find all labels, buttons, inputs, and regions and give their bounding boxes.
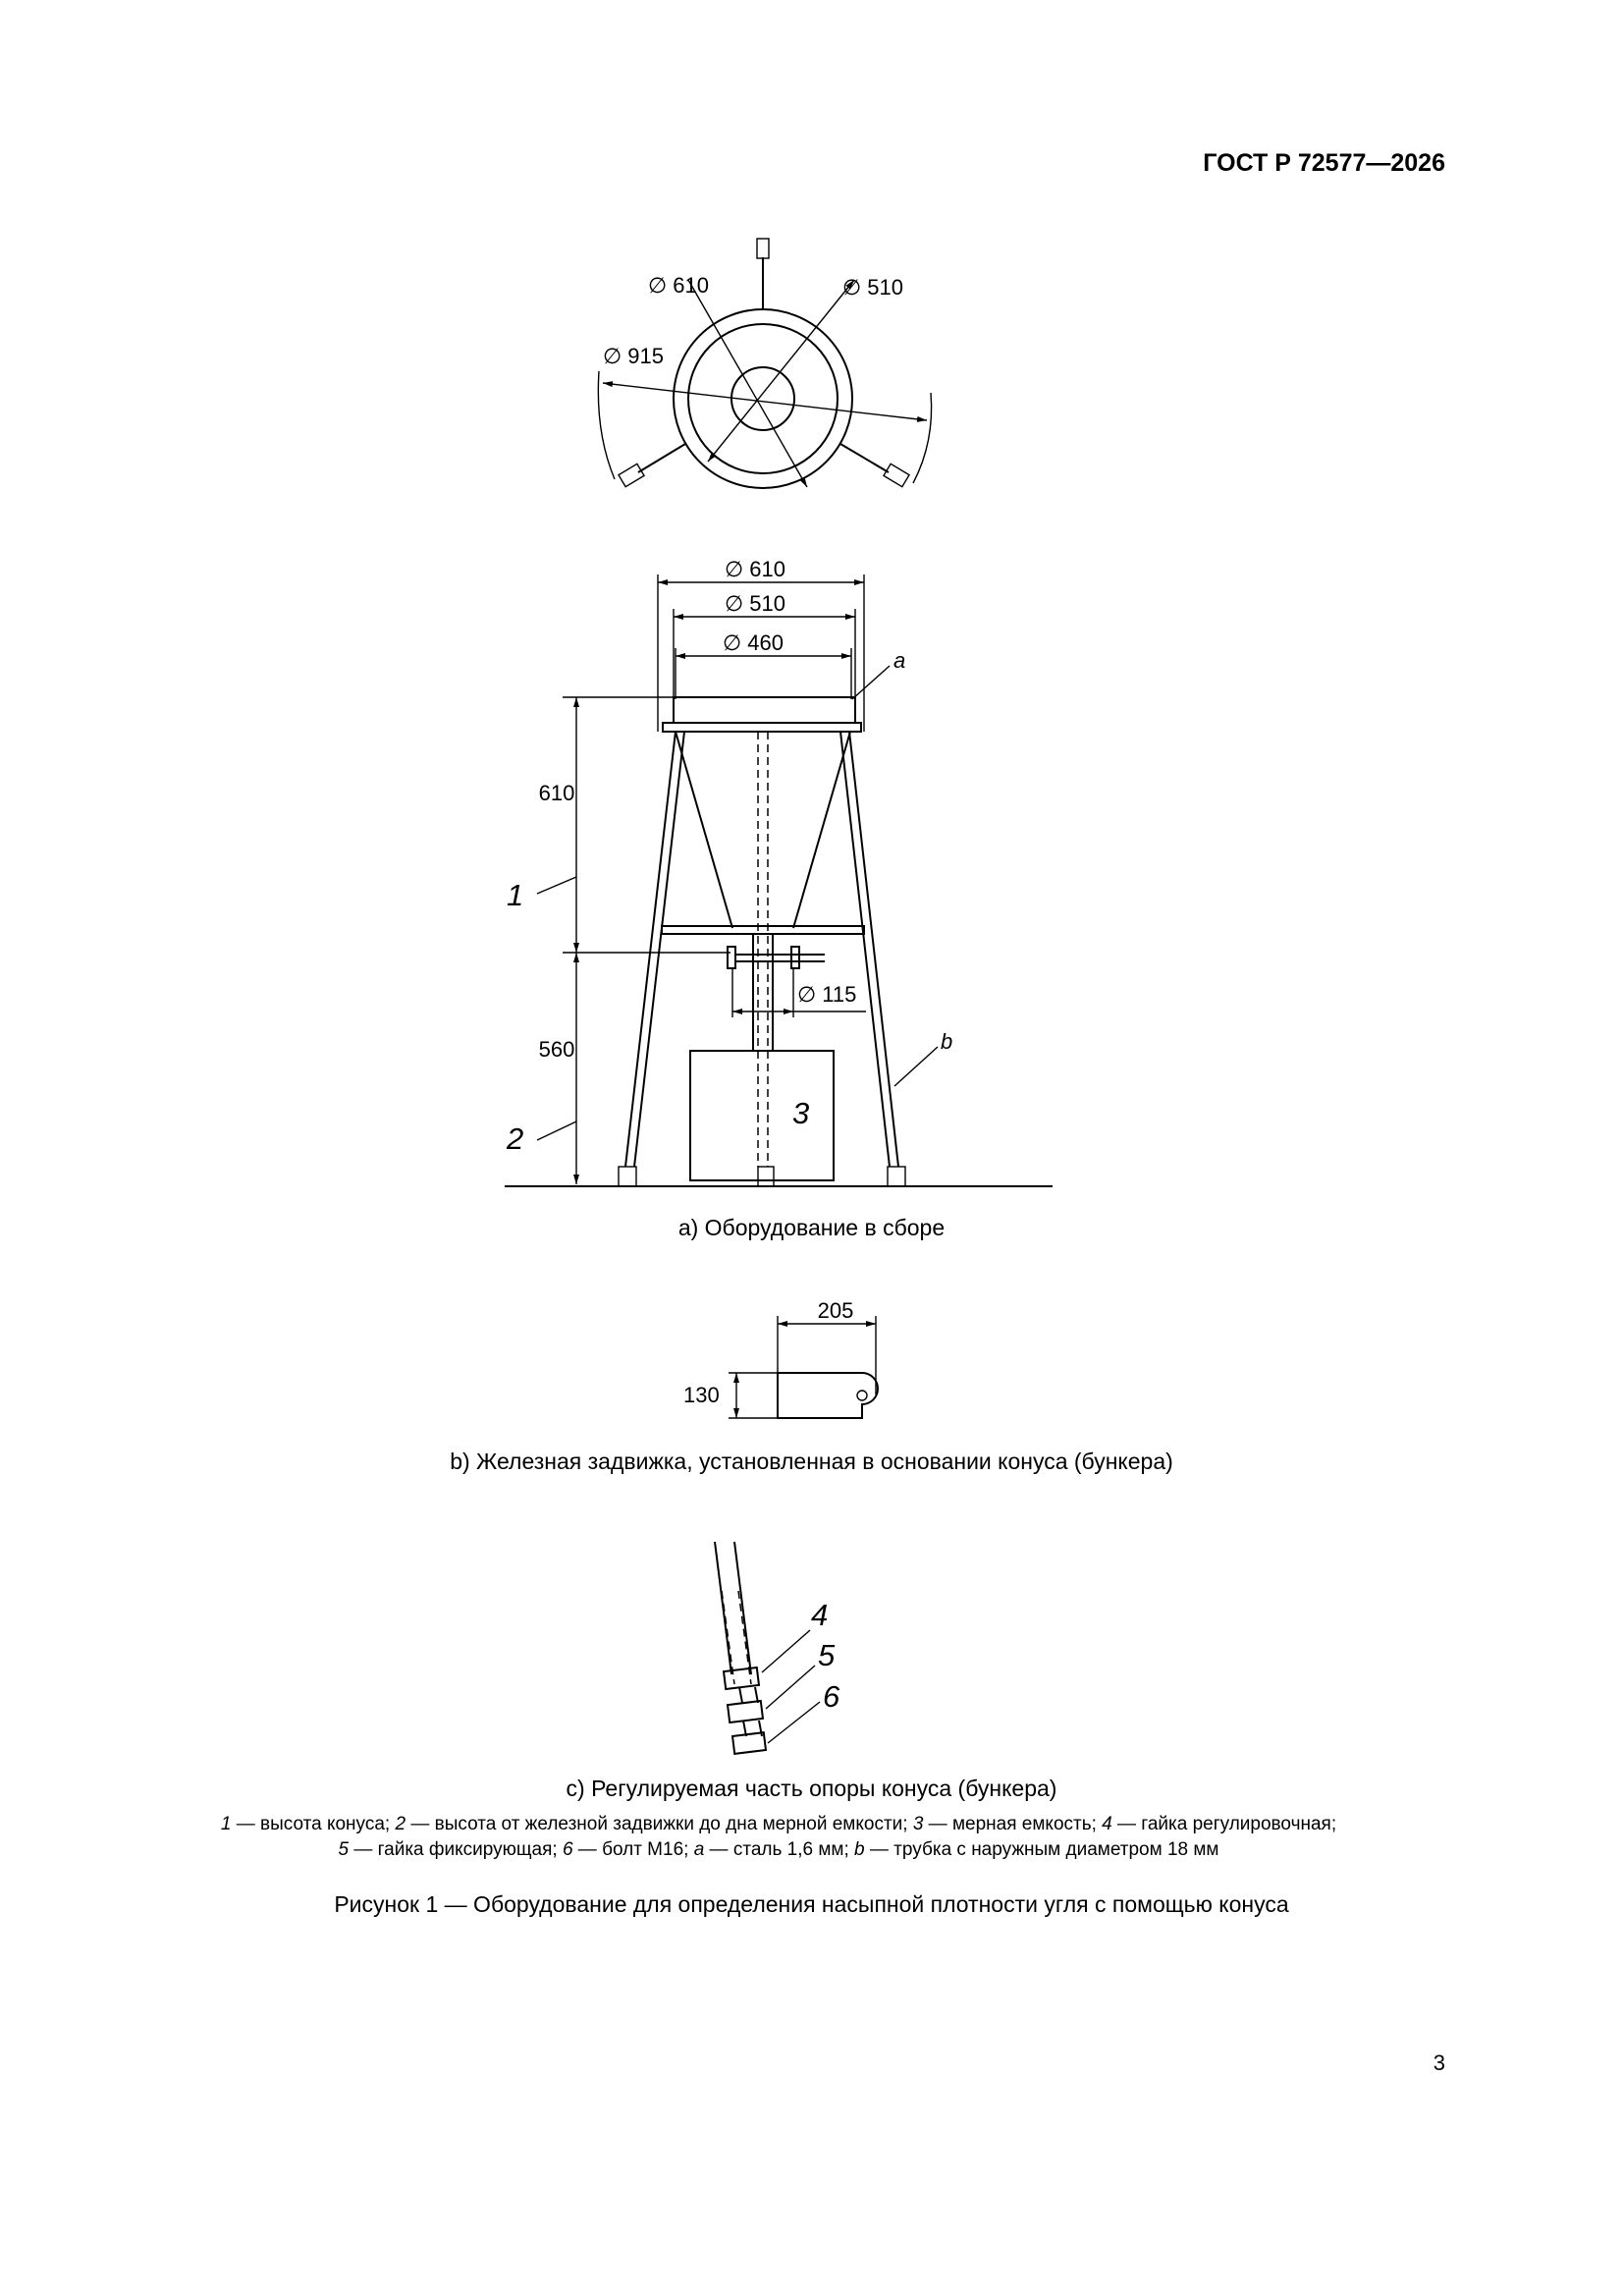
letter-b: b (941, 1029, 953, 1054)
caption-a: a) Оборудование в сборе (677, 1215, 946, 1240)
caption-c: c) Регулируемая часть опоры конуса (бункера) (566, 1776, 1057, 1801)
page-number: 3 (1433, 2050, 1445, 2075)
nut-fixing (728, 1701, 763, 1722)
legend-key: 2 (395, 1814, 406, 1834)
tube-left (715, 1542, 731, 1674)
cone-wall-left (676, 732, 732, 928)
label-1: 1 (507, 878, 524, 912)
gate-plate-right (791, 947, 799, 968)
figure-legend (113, 1812, 1444, 1863)
leg-foot-left (619, 464, 644, 486)
top-d610-label: ∅ 610 (648, 273, 709, 298)
gate-plate-left (728, 947, 735, 968)
leg-right-outer (849, 732, 898, 1167)
top-leg-left (638, 444, 685, 472)
leg-left-inner (634, 732, 684, 1167)
legend-key: 4 (1102, 1814, 1112, 1834)
top-d915-label: ∅ 915 (603, 344, 664, 368)
assembly-view (505, 557, 1053, 1186)
asm-d115-label: ∅ 115 (797, 982, 857, 1007)
document-code: ГОСТ Р 72577—2026 (1203, 149, 1445, 177)
label-6: 6 (823, 1679, 840, 1714)
dim-ext-915-right (913, 393, 932, 483)
label-4: 4 (811, 1598, 829, 1632)
asm-d510-label: ∅ 510 (725, 591, 785, 616)
outer-ring (674, 309, 852, 488)
foot-right (888, 1167, 905, 1186)
gate-detail (683, 1298, 878, 1418)
foot-center (758, 1167, 774, 1186)
gate-plate (778, 1373, 878, 1418)
legend-text: — мерная емкость; (923, 1814, 1103, 1834)
legend-text: — сталь 1,6 мм; (704, 1839, 855, 1860)
legend-text: — гайка фиксирующая; (349, 1839, 563, 1860)
top-leg-right (840, 444, 889, 472)
leader-4 (762, 1630, 810, 1672)
legend-text: — высота конуса; (231, 1814, 396, 1834)
gate-width-label: 205 (817, 1298, 854, 1323)
leader-5 (766, 1666, 815, 1709)
support-detail (715, 1542, 840, 1754)
dim-ext-915-left (598, 371, 615, 479)
leader-1 (537, 877, 576, 894)
legend-line-2 (113, 1837, 1444, 1863)
legend-key: b (854, 1839, 865, 1860)
inner-ring (688, 324, 838, 473)
leg-right-inner (840, 732, 890, 1167)
legend-key: 6 (562, 1839, 573, 1860)
leader-b (894, 1047, 938, 1086)
asm-d610-label: ∅ 610 (725, 557, 785, 581)
legend-key: 3 (912, 1814, 924, 1834)
letter-a: a (893, 648, 906, 673)
leg-left-outer (625, 732, 676, 1167)
legend-text: — трубка с наружным диаметром 18 мм (864, 1839, 1219, 1860)
label-3: 3 (792, 1096, 810, 1130)
hopper-rim (674, 697, 855, 723)
gate-height-label: 130 (683, 1383, 720, 1407)
middle-ring (662, 926, 864, 934)
legend-line-1 (113, 1812, 1444, 1837)
leader-2 (537, 1121, 576, 1140)
legend-text: — высота от железной задвижки до дна мерной емкости; (406, 1814, 913, 1834)
asm-h610-label: 610 (538, 781, 575, 805)
foot-left (619, 1167, 636, 1186)
legend-text: — болт М16; (572, 1839, 694, 1860)
top-view (598, 239, 931, 488)
nut-adjusting (724, 1667, 759, 1689)
caption-b: b) Железная задвижка, установленная в основании конуса (бункера) (450, 1449, 1173, 1474)
leader-6 (768, 1702, 820, 1743)
leg-foot-top (757, 239, 769, 258)
bolt-segment (739, 1687, 742, 1703)
top-d510-label: ∅ 510 (842, 275, 903, 300)
figure-title: Рисунок 1 — Оборудование для определения насыпной плотности угля с помощью конуса (334, 1891, 1289, 1917)
legend-key: 5 (338, 1839, 350, 1860)
asm-d460-label: ∅ 460 (723, 630, 784, 655)
legend-key: a (693, 1839, 705, 1860)
label-5: 5 (818, 1638, 836, 1672)
legend-key: 1 (220, 1814, 232, 1834)
asm-h560-label: 560 (538, 1037, 575, 1062)
tube-right (734, 1542, 751, 1674)
cone-wall-right (793, 732, 850, 928)
gate-hole (857, 1391, 867, 1400)
measure-vessel (690, 1051, 834, 1180)
top-ring (663, 723, 861, 732)
leg-foot-right (884, 464, 909, 486)
leader-a (852, 666, 890, 699)
label-2: 2 (507, 1121, 524, 1156)
legend-text: — гайка регулировочная; (1111, 1814, 1337, 1834)
